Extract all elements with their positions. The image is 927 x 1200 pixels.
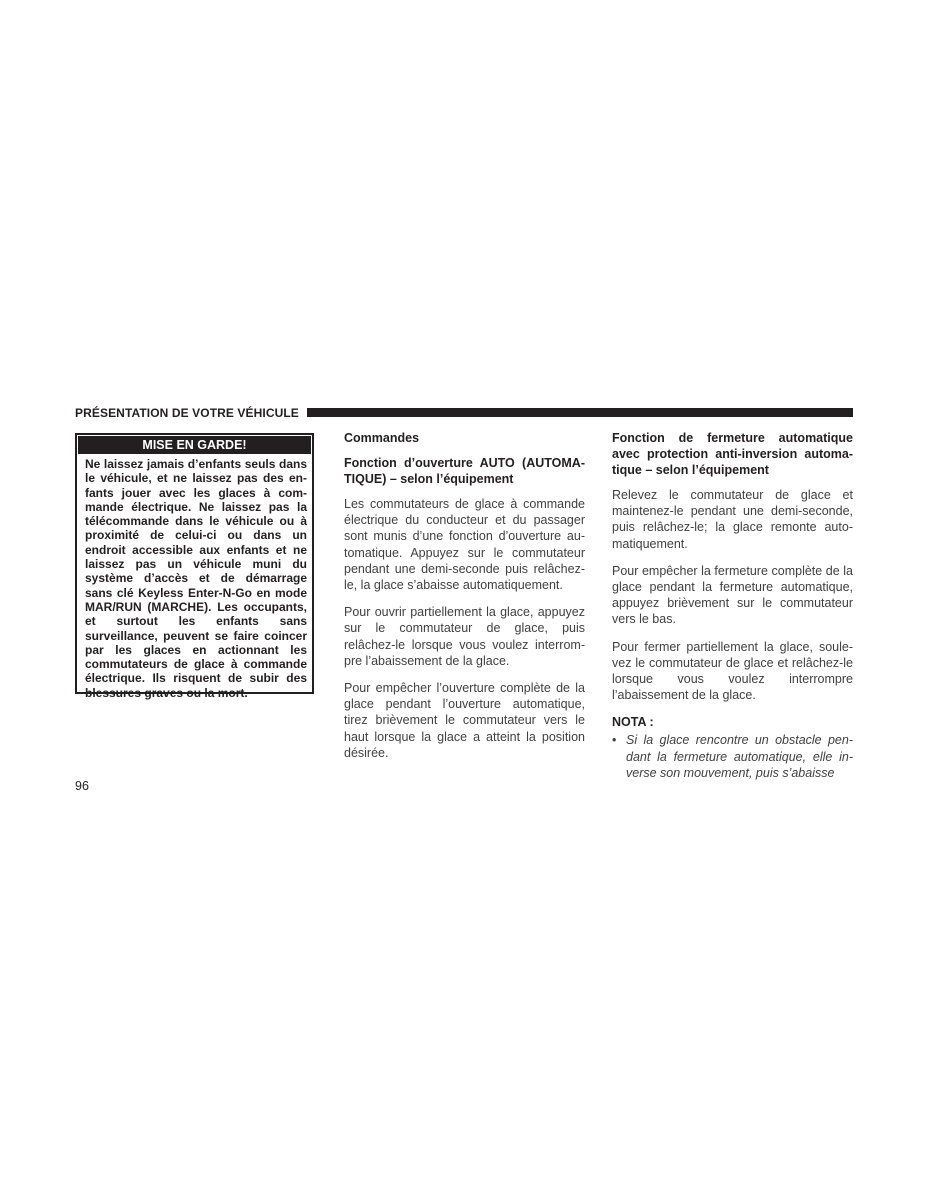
page-header: [75, 405, 853, 421]
heading-auto-open: Fonction d’ouverture AUTO (AUTOMATIQUE) – selon l’équipement: [344, 456, 585, 486]
column-commandes: [344, 430, 585, 772]
paragraph-prevent-full-open: Pour empêcher l’ouverture complète de la glace pendant l’ouverture automatique, tirez brièvement le commutateur vers le haut lorsque la glace a atteint la position désirée.: [344, 681, 585, 760]
warning-title: MISE EN GARDE!: [78, 436, 311, 454]
bullet-marker: •: [612, 733, 617, 748]
nota-bullet-item: [612, 732, 853, 781]
nota-bullet-text: Si la glace rencontre un obstacle pendant la fermeture automatique, elle inverse son mouvement, puis s’abaisse: [626, 733, 853, 780]
page-number: 96: [75, 779, 89, 793]
header-rule: [307, 408, 853, 417]
paragraph-partial-close: Pour fermer partiellement la glace, soulevez le commutateur de glace et relâchez-le lorsque vous voulez interrompre l’abaissement de la glace.: [612, 639, 853, 703]
warning-text: Ne laissez jamais d’enfants seuls dans le véhicule, et ne laissez pas des enfants jouer avec les glaces à commande électrique. Ne laissez pas la télécommande dans le véhicule ou à proximité de celui-ci ou dans un endroit accessible aux enfants et ne laissez pas un véhicule muni du système d’accès et de démarrage sans clé Keyless Enter-N-Go en mode MAR/RUN (MARCHE). Les occupants, et surtout les enfants sans surveillance, peuvent se faire coincer par les glaces en actionnant les commutateurs de glace à commande électrique. Ils risquent de subir des blessures graves ou la mort.: [85, 457, 307, 700]
heading-auto-close: Fonction de fermeture automatique avec protection anti-inversion automatique – selon l’équipement: [612, 431, 853, 477]
paragraph-prevent-full-close: Pour empêcher la fermeture complète de la glace pendant la fermeture automatique, appuyez brièvement sur le commutateur vers le bas.: [612, 563, 853, 627]
heading-commandes: Commandes: [344, 431, 420, 445]
paragraph-auto-open: Les commutateurs de glace à commande électrique du conducteur et du passager sont munis d’une fonction d’ouverture automatique. Appuyez sur le commutateur pendant une demi-seconde puis relâchez-le, la glace s’abaisse automatiquement.: [344, 497, 585, 593]
section-title: PRÉSENTATION DE VOTRE VÉHICULE: [75, 406, 299, 420]
warning-box: [75, 433, 314, 700]
paragraph-auto-close: Relevez le commutateur de glace et maintenez-le pendant une demi-seconde, puis relâchez-le; la glace remonte automatiquement.: [612, 488, 853, 551]
column-auto-close: [612, 430, 853, 781]
paragraph-partial-open: Pour ouvrir partiellement la glace, appuyez sur le commutateur de glace, puis relâchez-le lorsque vous voulez interrompre l’abaissement de la glace.: [344, 605, 585, 668]
nota-title: NOTA :: [612, 715, 654, 730]
